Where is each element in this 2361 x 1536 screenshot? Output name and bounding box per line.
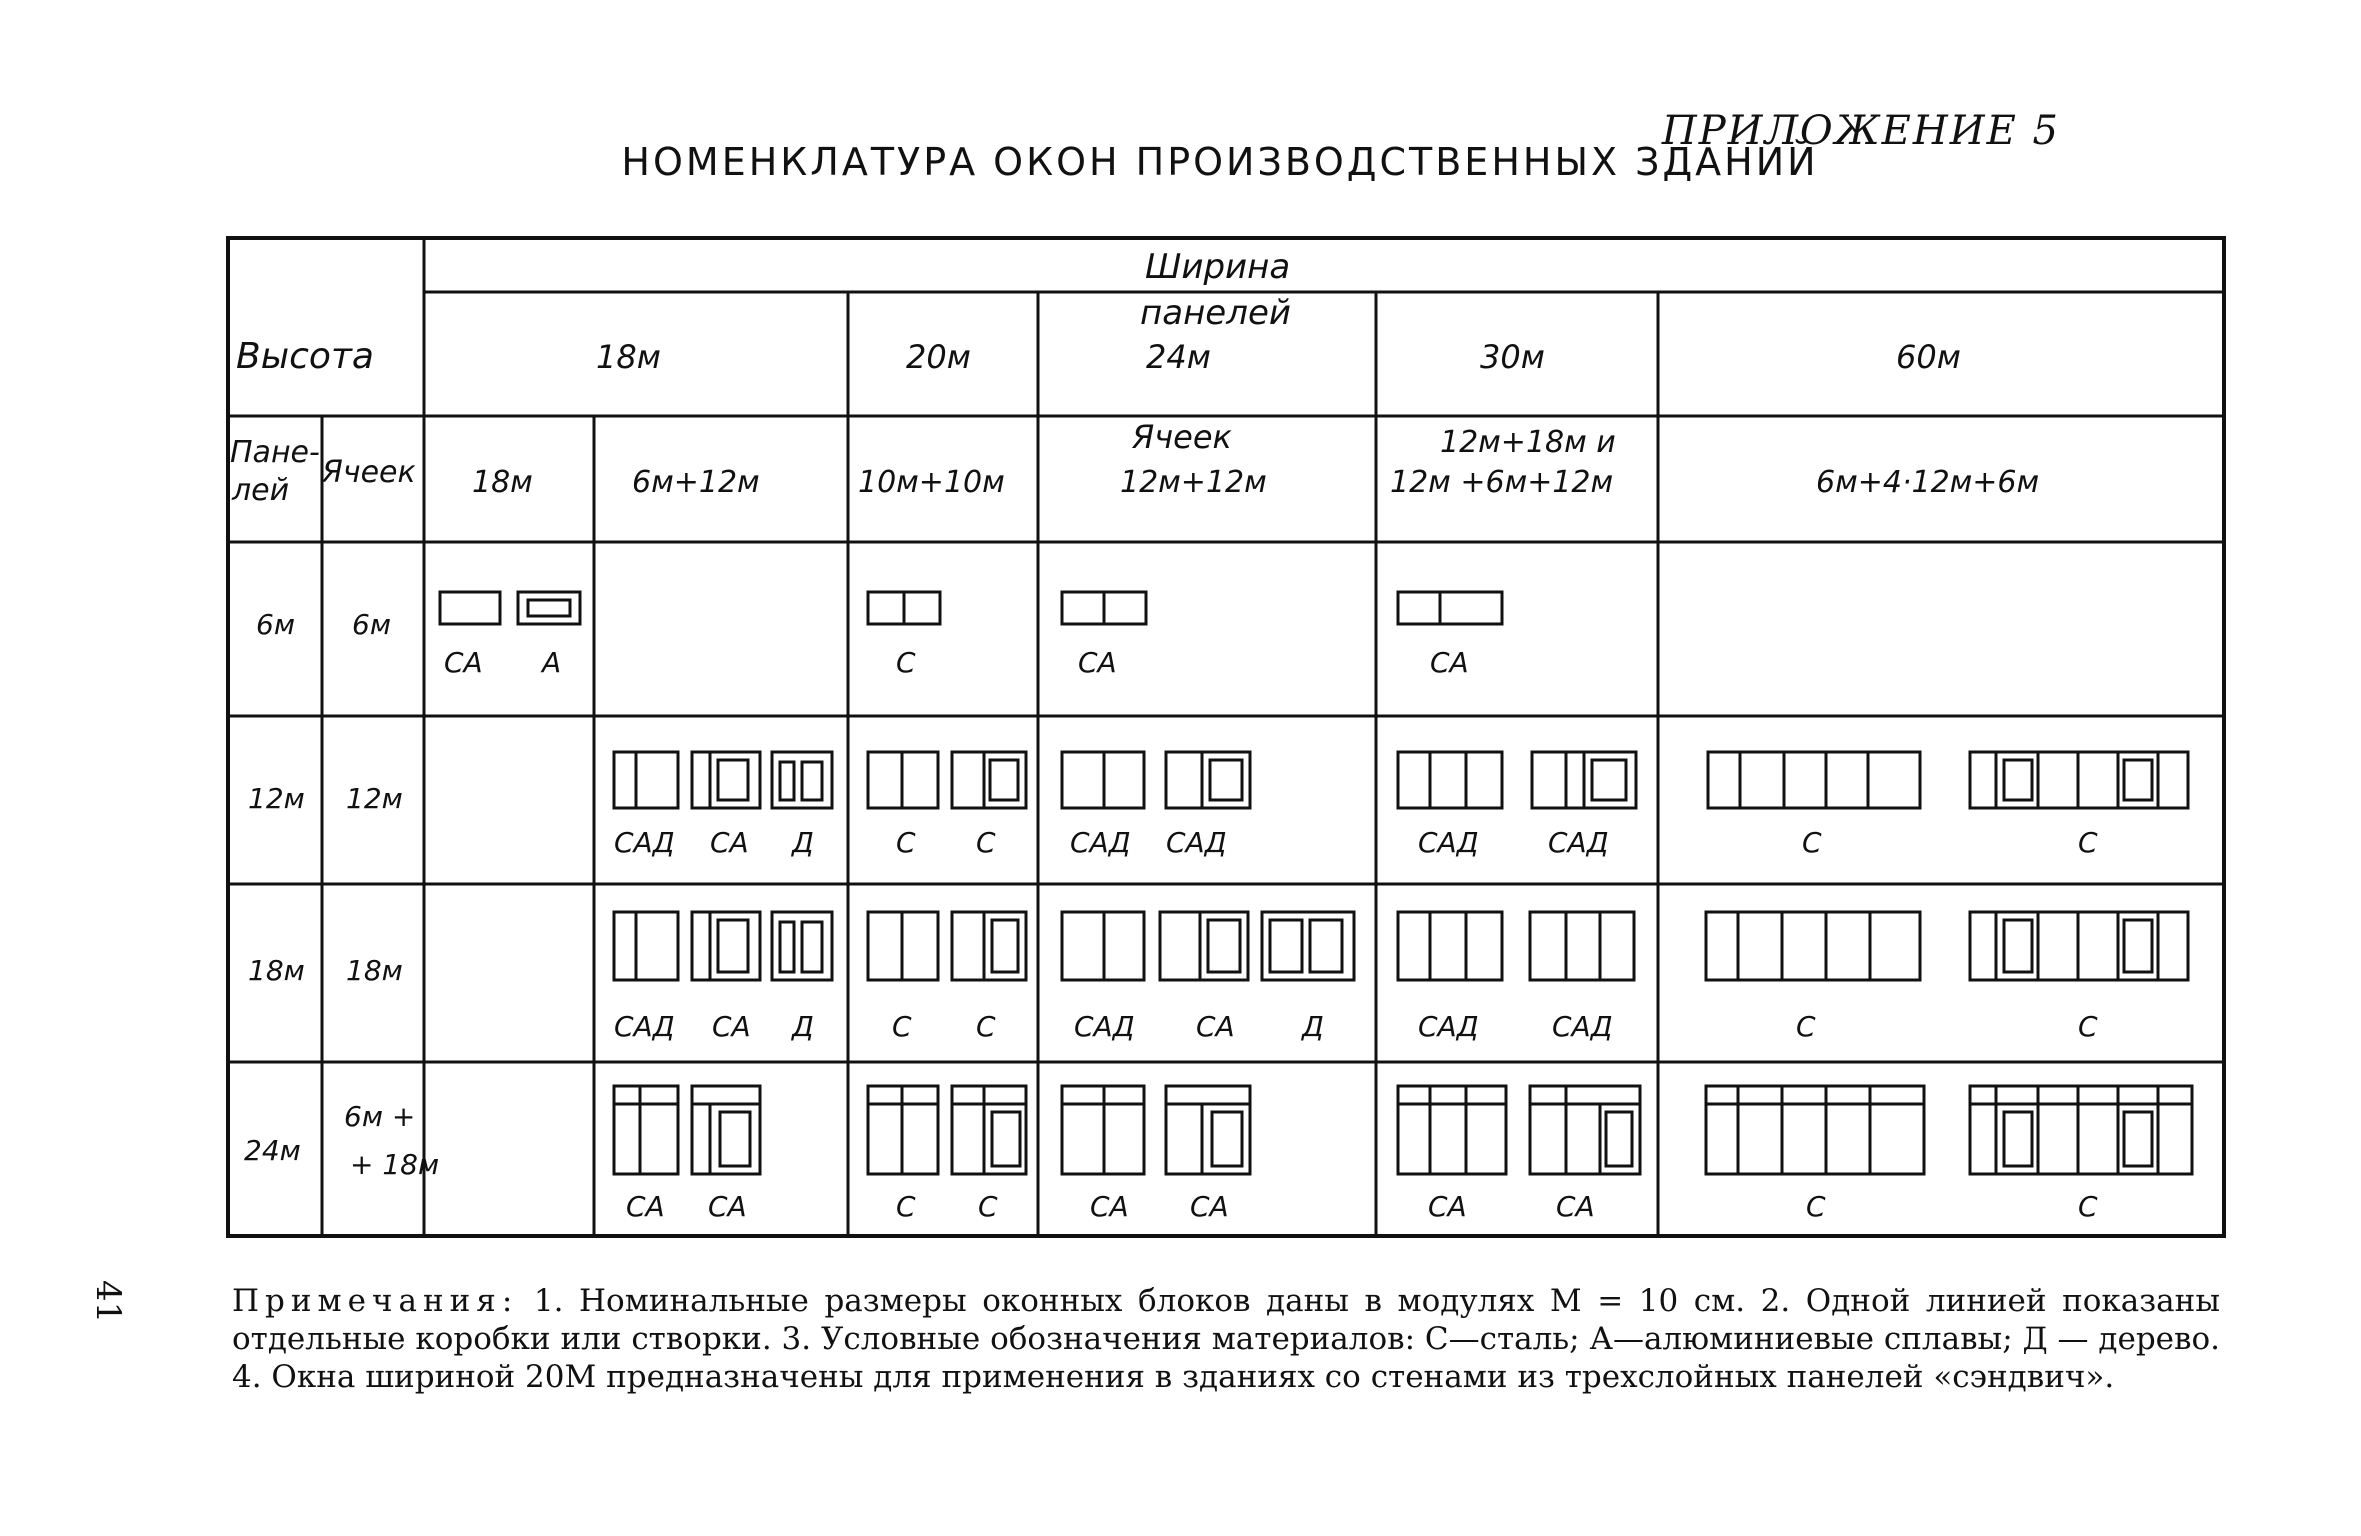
r2-l10: С bbox=[1802, 826, 1822, 859]
col-20m: 20м bbox=[906, 338, 971, 376]
page-title: НОМЕНКЛАТУРА ОКОН ПРОИЗВОДСТВЕННЫХ ЗДАНИЙ bbox=[621, 140, 1819, 184]
row4-cell-a: 6м + bbox=[344, 1100, 416, 1133]
r2-l1: САД bbox=[614, 826, 675, 859]
cell-col-12-18b: 12м +6м+12м bbox=[1390, 465, 1614, 500]
r3-l6: САД bbox=[1074, 1010, 1135, 1043]
panels-sub-1: Пане- bbox=[230, 435, 320, 470]
r1-l3: С bbox=[896, 646, 916, 679]
r2-l11: С bbox=[2078, 826, 2098, 859]
r3-l12: С bbox=[2078, 1010, 2098, 1043]
r3-l2: СА bbox=[712, 1010, 751, 1043]
notes bbox=[232, 1282, 2220, 1396]
r4-l9: С bbox=[1806, 1190, 1826, 1223]
r3-l8: Д bbox=[1302, 1010, 1324, 1043]
row2-cell: 12м bbox=[346, 782, 403, 815]
appendix-label: ПРИЛОЖЕНИЕ 5 bbox=[1661, 108, 2060, 154]
row4-panel: 24м bbox=[244, 1134, 301, 1167]
row3-cell: 18м bbox=[346, 954, 403, 987]
height-header: Высота bbox=[236, 336, 374, 377]
r3-l1: САД bbox=[614, 1010, 675, 1043]
r4-l3: С bbox=[896, 1190, 916, 1223]
col-30m: 30м bbox=[1480, 338, 1545, 376]
r4-l2: СА bbox=[708, 1190, 747, 1223]
row2-panel: 12м bbox=[248, 782, 305, 815]
r4-l8: СА bbox=[1556, 1190, 1595, 1223]
r4-l6: СА bbox=[1190, 1190, 1229, 1223]
notes-text: 1. Номинальные размеры оконных блоков даны в модулях М = 10 см. 2. Одной линией показаны отдельные коробки или створки. 3. Условные обозначения материалов: С—сталь; А—алюминиевые сплавы; Д — дерево. 4. Окна шириной 20М предназначены для применения в зданиях со стенами из трехслойных панелей «сэндвич». bbox=[232, 1283, 2220, 1395]
r1-l2: А bbox=[542, 646, 562, 679]
cell-col-12-12: 12м+12м bbox=[1120, 465, 1267, 500]
r4-l7: СА bbox=[1428, 1190, 1467, 1223]
cell-col-12-18a: 12м+18м и bbox=[1440, 425, 1616, 460]
r2-l5: С bbox=[976, 826, 996, 859]
r2-l4: С bbox=[896, 826, 916, 859]
r3-l11: С bbox=[1796, 1010, 1816, 1043]
col-60m: 60м bbox=[1896, 338, 1961, 376]
r4-l1: СА bbox=[626, 1190, 665, 1223]
r2-l9: САД bbox=[1548, 826, 1609, 859]
cell-col-60: 6м+4·12м+6м bbox=[1816, 465, 2040, 500]
r2-l6: САД bbox=[1070, 826, 1131, 859]
r4-l4: С bbox=[978, 1190, 998, 1223]
col-24m: 24м bbox=[1146, 338, 1211, 376]
width-header: Ширина bbox=[1145, 247, 1291, 287]
r3-l5: С bbox=[976, 1010, 996, 1043]
notes-heading: Примечания: bbox=[232, 1283, 519, 1319]
r3-l4: С bbox=[892, 1010, 912, 1043]
r2-l2: СА bbox=[710, 826, 749, 859]
r2-l3: Д bbox=[792, 826, 814, 859]
panels-sub-2: лей bbox=[232, 473, 290, 508]
row3-panel: 18м bbox=[248, 954, 305, 987]
cell-col-6-12: 6м+12м bbox=[632, 465, 760, 500]
r3-l10: САД bbox=[1552, 1010, 1613, 1043]
r4-l10: С bbox=[2078, 1190, 2098, 1223]
panels-label: панелей bbox=[1140, 293, 1291, 333]
r1-l1: СА bbox=[444, 646, 483, 679]
r1-l5: СА bbox=[1430, 646, 1469, 679]
row4-cell-b: + 18м bbox=[350, 1148, 440, 1181]
r4-l5: СА bbox=[1090, 1190, 1129, 1223]
r3-l9: САД bbox=[1418, 1010, 1479, 1043]
r2-l7: САД bbox=[1166, 826, 1227, 859]
row1-cell: 6м bbox=[352, 608, 391, 641]
r3-l3: Д bbox=[792, 1010, 814, 1043]
cells-sub: Ячеек bbox=[322, 455, 416, 490]
r2-l8: САД bbox=[1418, 826, 1479, 859]
page-number: 41 bbox=[88, 1280, 128, 1324]
cells-label: Ячеек bbox=[1132, 418, 1232, 456]
row1-panel: 6м bbox=[256, 608, 295, 641]
col-18m: 18м bbox=[596, 338, 661, 376]
cell-col-18m: 18м bbox=[472, 465, 533, 500]
cell-col-10-10: 10м+10м bbox=[858, 465, 1005, 500]
r3-l7: СА bbox=[1196, 1010, 1235, 1043]
r1-l4: СА bbox=[1078, 646, 1117, 679]
